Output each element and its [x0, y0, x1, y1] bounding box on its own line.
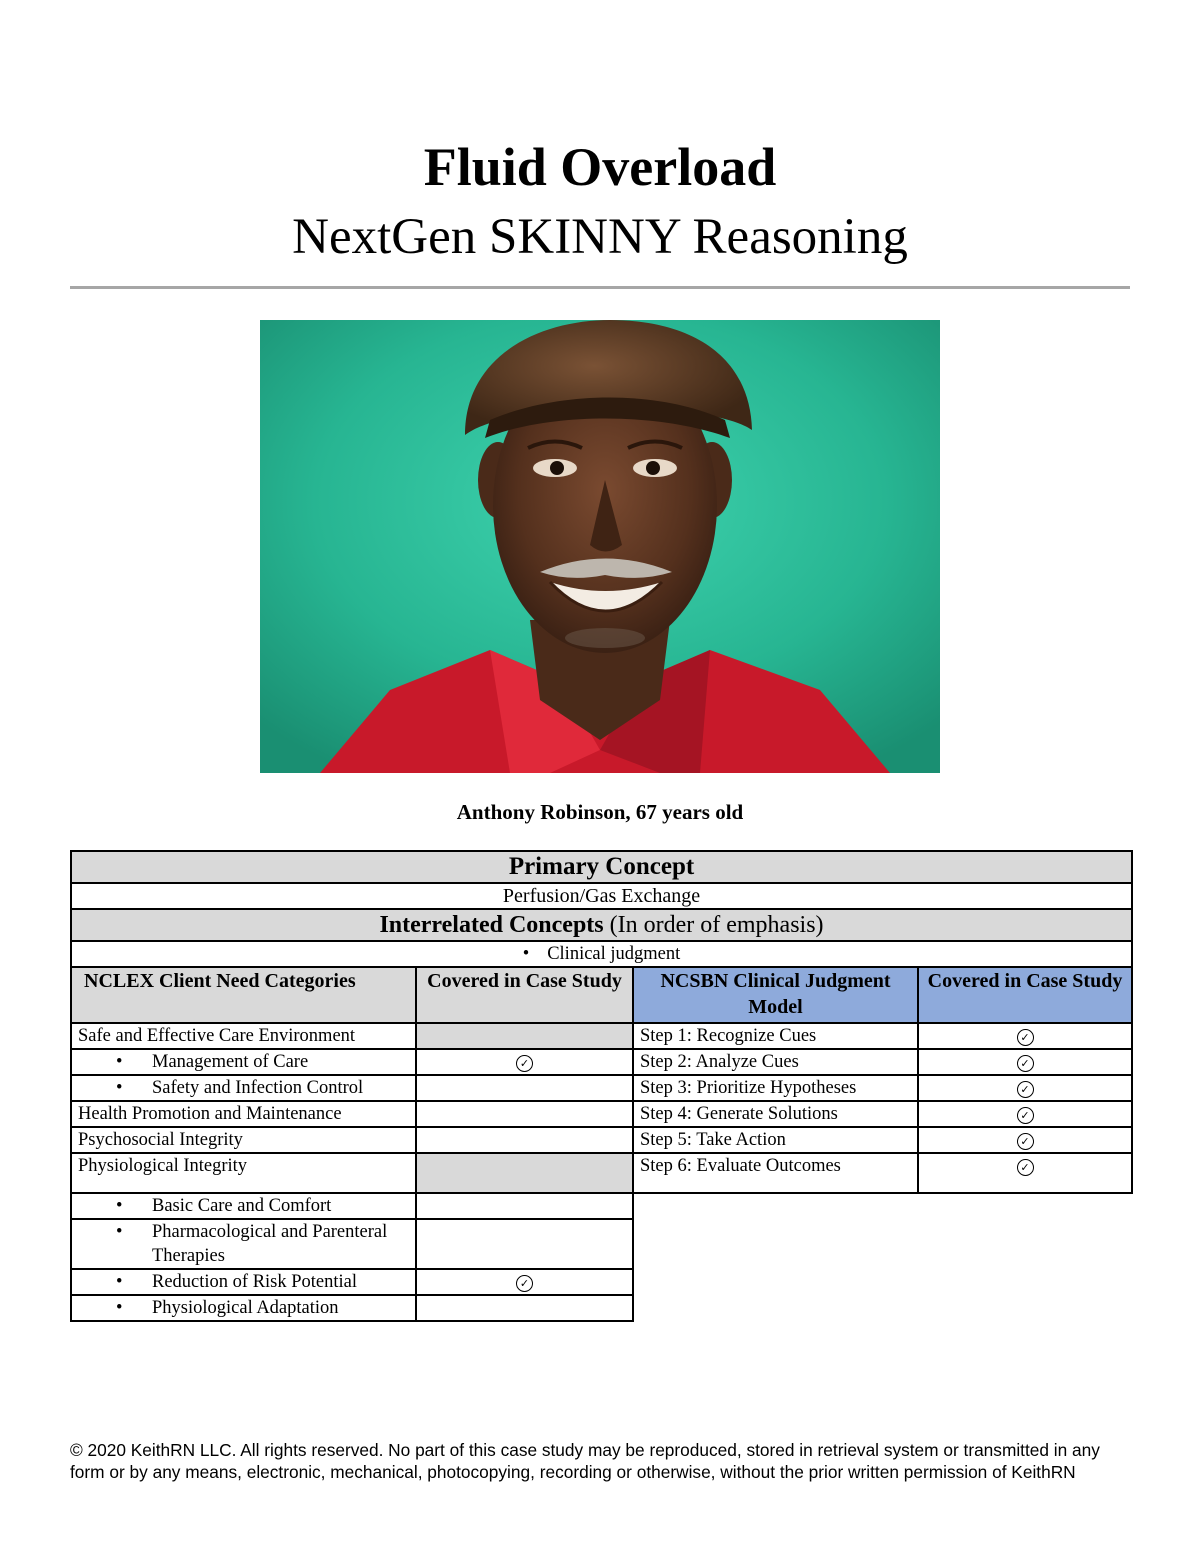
cjm-row-covered	[918, 1049, 1132, 1075]
cjm-row-covered	[918, 1127, 1132, 1153]
check-icon: ✓	[1017, 1159, 1034, 1176]
cjm-row-label: Step 1: Recognize Cues	[633, 1023, 918, 1049]
cjm-row-label: Step 4: Generate Solutions	[633, 1101, 918, 1127]
interrelated-concepts-header: Interrelated Concepts (In order of emphasis)	[71, 909, 1132, 941]
nclex-row-label: • Management of Care	[71, 1049, 416, 1075]
cjm-row-covered	[918, 1075, 1132, 1101]
nclex-row-covered	[416, 1049, 633, 1075]
nclex-row-label: • Basic Care and Comfort	[71, 1193, 416, 1219]
empty-cell	[633, 1219, 1132, 1269]
cjm-row-covered	[918, 1023, 1132, 1049]
nclex-row-covered	[416, 1023, 633, 1049]
nclex-row-covered	[416, 1127, 633, 1153]
check-icon: ✓	[1017, 1133, 1034, 1150]
check-icon: ✓	[1017, 1081, 1034, 1098]
empty-cell	[633, 1295, 1132, 1321]
check-icon: ✓	[516, 1275, 533, 1292]
check-icon: ✓	[1017, 1107, 1034, 1124]
nclex-row-label: Physiological Integrity	[71, 1153, 416, 1193]
primary-concept-header: Primary Concept	[71, 851, 1132, 883]
check-icon: ✓	[1017, 1029, 1034, 1046]
nclex-row-covered	[416, 1153, 633, 1193]
copyright-footer: © 2020 KeithRN LLC. All rights reserved. No part of this case study may be reproduced, stored in retrieval system or transmitted in any form or by any means, electronic, mechanical, photocopying, recording or otherwise, without the prior written permission of KeithRN	[70, 1440, 1100, 1482]
nclex-header: NCLEX Client Need Categories	[71, 967, 416, 1023]
interrelated-concepts-list: • Clinical judgment	[71, 941, 1132, 967]
primary-concept-value: Perfusion/Gas Exchange	[71, 883, 1132, 909]
nclex-row-covered	[416, 1269, 633, 1295]
cjm-row-covered	[918, 1153, 1132, 1193]
cjm-row-label: Step 3: Prioritize Hypotheses	[633, 1075, 918, 1101]
document-subtitle: NextGen SKINNY Reasoning	[292, 209, 908, 265]
concept-table	[70, 850, 1131, 1322]
cjm-row-label: Step 6: Evaluate Outcomes	[633, 1153, 918, 1193]
patient-photo	[260, 320, 940, 773]
check-icon: ✓	[516, 1055, 533, 1072]
empty-cell	[633, 1269, 1132, 1295]
empty-cell	[633, 1193, 1132, 1219]
nclex-row-label: Psychosocial Integrity	[71, 1127, 416, 1153]
nclex-row-covered	[416, 1075, 633, 1101]
nclex-row-label: Safe and Effective Care Environment	[71, 1023, 416, 1049]
document-title: Fluid Overload	[423, 137, 777, 197]
title-divider	[70, 286, 1130, 289]
nclex-row-label: • Physiological Adaptation	[71, 1295, 416, 1321]
nclex-row-covered	[416, 1101, 633, 1127]
nclex-covered-header: Covered in Case Study	[416, 967, 633, 1023]
cjm-row-label: Step 2: Analyze Cues	[633, 1049, 918, 1075]
cjm-header: NCSBN Clinical Judgment Model	[633, 967, 918, 1023]
interrelated-item: Clinical judgment	[547, 944, 681, 964]
cjm-covered-header: Covered in Case Study	[918, 967, 1132, 1023]
cjm-row-covered	[918, 1101, 1132, 1127]
nclex-row-label: • Reduction of Risk Potential	[71, 1269, 416, 1295]
nclex-row-covered	[416, 1295, 633, 1321]
check-icon: ✓	[1017, 1055, 1034, 1072]
nclex-row-label: • Pharmacological and Parenteral Therapies	[71, 1219, 416, 1269]
patient-caption: Anthony Robinson, 67 years old	[456, 800, 744, 824]
nclex-row-covered	[416, 1219, 633, 1269]
nclex-row-label: • Safety and Infection Control	[71, 1075, 416, 1101]
cjm-row-label: Step 5: Take Action	[633, 1127, 918, 1153]
nclex-row-label: Health Promotion and Maintenance	[71, 1101, 416, 1127]
nclex-row-covered	[416, 1193, 633, 1219]
